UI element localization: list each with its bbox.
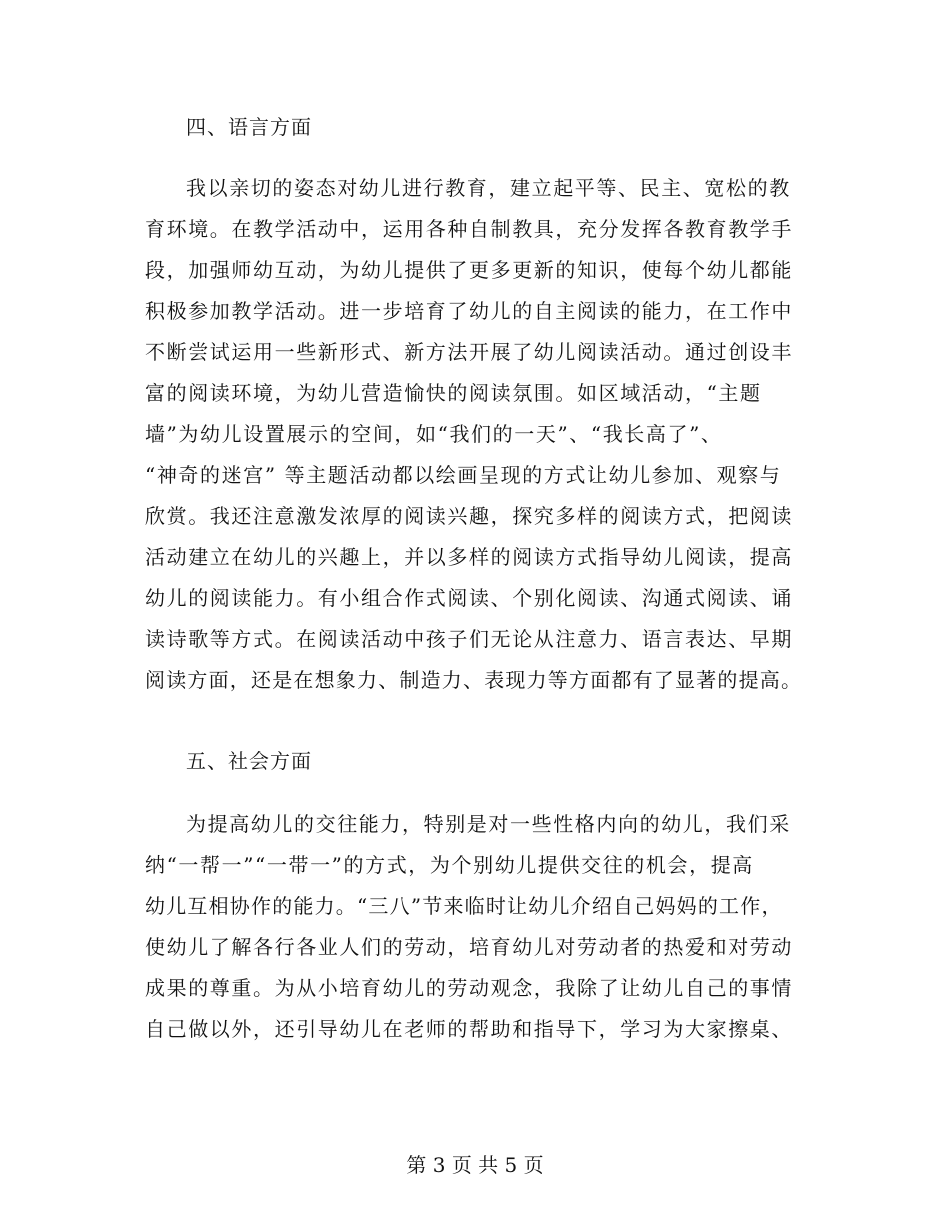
paragraph-line: 我以亲切的姿态对幼儿进行教育，建立起平等、民主、宽松的教 <box>186 176 791 200</box>
paragraph-line: 段，加强师幼互动，为幼儿提供了更多更新的知识，使每个幼儿都能 <box>145 258 793 282</box>
paragraph-line: 富的阅读环境，为幼儿营造愉快的阅读氛围。如区域活动，“主题 <box>145 381 762 405</box>
paragraph-line: 读诗歌等方式。在阅读活动中孩子们无论从注意力、语言表达、早期 <box>145 627 793 651</box>
paragraph-line: 自己做以外，还引导幼儿在老师的帮助和指导下，学习为大家擦桌、 <box>145 1017 793 1041</box>
paragraph-line: 幼儿互相协作的能力。“三八”节来临时让幼儿介绍自己妈妈的工作， <box>145 894 783 918</box>
paragraph-line: 成果的尊重。为从小培育幼儿的劳动观念，我除了让幼儿自己的事情 <box>145 976 793 1000</box>
paragraph-line: 不断尝试运用一些新形式、新方法开展了幼儿阅读活动。通过创设丰 <box>145 340 793 364</box>
paragraph-line: 使幼儿了解各行各业人们的劳动，培育幼儿对劳动者的热爱和对劳动 <box>145 935 793 959</box>
page-number-footer: 第 3 页 共 5 页 <box>406 1153 544 1177</box>
paragraph-line: 阅读方面，还是在想象力、制造力、表现力等方面都有了显著的提高。 <box>145 668 803 692</box>
section-heading-language: 四、语言方面 <box>186 115 312 139</box>
paragraph-line: 积极参加教学活动。进一步培育了幼儿的自主阅读的能力，在工作中 <box>145 299 793 323</box>
section-heading-social: 五、社会方面 <box>186 749 312 773</box>
paragraph-line: 活动建立在幼儿的兴趣上，并以多样的阅读方式指导幼儿阅读，提高 <box>145 545 793 569</box>
paragraph-line: 为提高幼儿的交往能力，特别是对一些性格内向的幼儿，我们采 <box>186 812 791 836</box>
paragraph-line: 育环境。在教学活动中，运用各种自制教具，充分发挥各教育教学手 <box>145 217 793 241</box>
paragraph-line: 幼儿的阅读能力。有小组合作式阅读、个别化阅读、沟通式阅读、诵 <box>145 586 793 610</box>
paragraph-line: 欣赏。我还注意激发浓厚的阅读兴趣，探究多样的阅读方式，把阅读 <box>145 504 793 528</box>
paragraph-line: 纳“一帮一”“一带一”的方式，为个别幼儿提供交往的机会，提高 <box>145 853 754 877</box>
paragraph-line: 墙”为幼儿设置展示的空间，如“我们的一天”、“我长高了”、 <box>145 422 723 446</box>
paragraph-line: “神奇的迷宫” 等主题活动都以绘画呈现的方式让幼儿参加、观察与 <box>145 463 782 487</box>
